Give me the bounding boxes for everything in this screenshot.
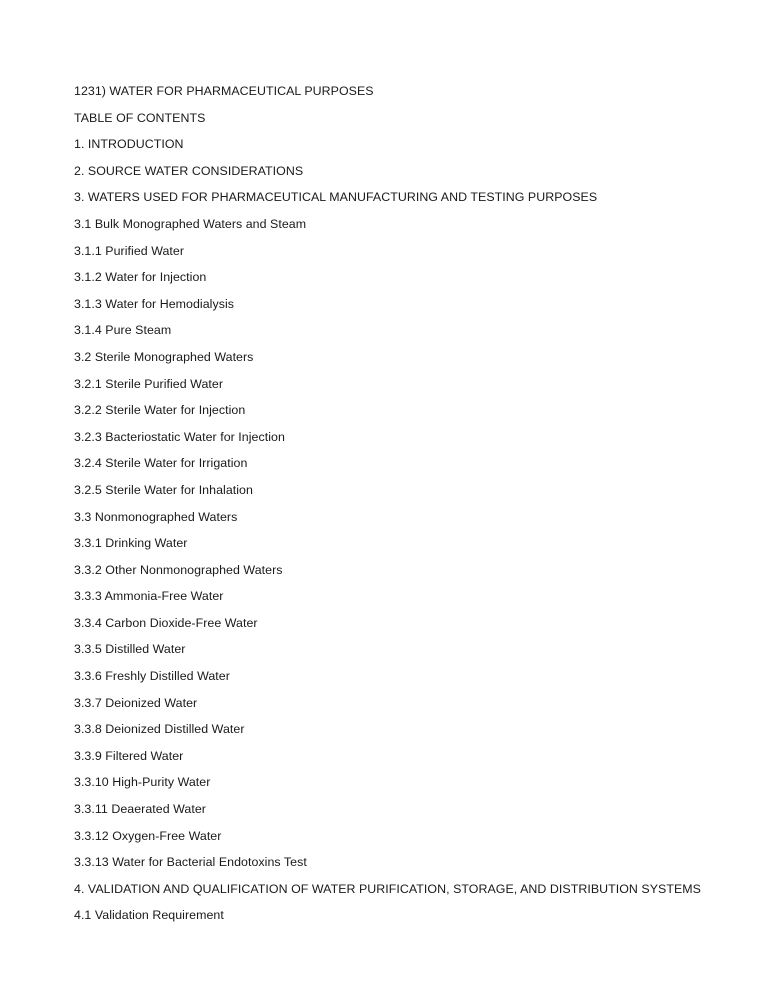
toc-entry: 2. SOURCE WATER CONSIDERATIONS xyxy=(74,163,304,178)
toc-entry: 4.1 Validation Requirement xyxy=(74,908,224,923)
toc-entry: 3.2.4 Sterile Water for Irrigation xyxy=(74,456,248,471)
toc-entry: 3.1.4 Pure Steam xyxy=(74,323,172,338)
toc-entry: 3.3.7 Deionized Water xyxy=(74,695,198,710)
toc-entry: 3.1.3 Water for Hemodialysis xyxy=(74,296,235,311)
toc-entry: 3.1 Bulk Monographed Waters and Steam xyxy=(74,216,307,231)
toc-entry: 3. WATERS USED FOR PHARMACEUTICAL MANUFACTURING AND TESTING PURPOSES xyxy=(74,190,598,205)
toc-entry: 3.3.6 Freshly Distilled Water xyxy=(74,669,230,684)
toc-entry: 3.3.10 High-Purity Water xyxy=(74,775,211,790)
toc-entry: 3.3 Nonmonographed Waters xyxy=(74,509,238,524)
toc-entry: 1. INTRODUCTION xyxy=(74,137,184,152)
toc-entry: 3.1.1 Purified Water xyxy=(74,243,185,258)
toc-entry: 3.3.9 Filtered Water xyxy=(74,748,184,763)
document-title: 1231) WATER FOR PHARMACEUTICAL PURPOSES xyxy=(74,84,374,98)
table-of-contents xyxy=(74,82,701,933)
toc-entry: 3.2.5 Sterile Water for Inhalation xyxy=(74,482,253,497)
toc-entry: 3.1.2 Water for Injection xyxy=(74,270,207,285)
toc-entry: 3.2.1 Sterile Purified Water xyxy=(74,376,224,391)
toc-entry: 3.2 Sterile Monographed Waters xyxy=(74,349,254,364)
toc-entry: 3.3.5 Distilled Water xyxy=(74,642,186,657)
toc-entry: 3.3.12 Oxygen-Free Water xyxy=(74,828,222,843)
toc-entry: 3.3.11 Deaerated Water xyxy=(74,802,206,817)
toc-entry: 3.2.3 Bacteriostatic Water for Injection xyxy=(74,429,285,444)
toc-heading: TABLE OF CONTENTS xyxy=(74,110,206,125)
toc-entry: 3.3.3 Ammonia-Free Water xyxy=(74,589,224,604)
toc-entry: 3.3.2 Other Nonmonographed Waters xyxy=(74,562,283,577)
toc-entry: 3.3.13 Water for Bacterial Endotoxins Test xyxy=(74,855,307,870)
toc-entry: 3.3.1 Drinking Water xyxy=(74,536,188,551)
toc-entry: 4. VALIDATION AND QUALIFICATION OF WATER PURIFICATION, STORAGE, AND DISTRIBUTION SYSTEMS xyxy=(74,881,701,896)
toc-entry: 3.3.8 Deionized Distilled Water xyxy=(74,722,245,737)
toc-entry: 3.3.4 Carbon Dioxide-Free Water xyxy=(74,615,258,630)
toc-entry: 3.2.2 Sterile Water for Injection xyxy=(74,403,246,418)
